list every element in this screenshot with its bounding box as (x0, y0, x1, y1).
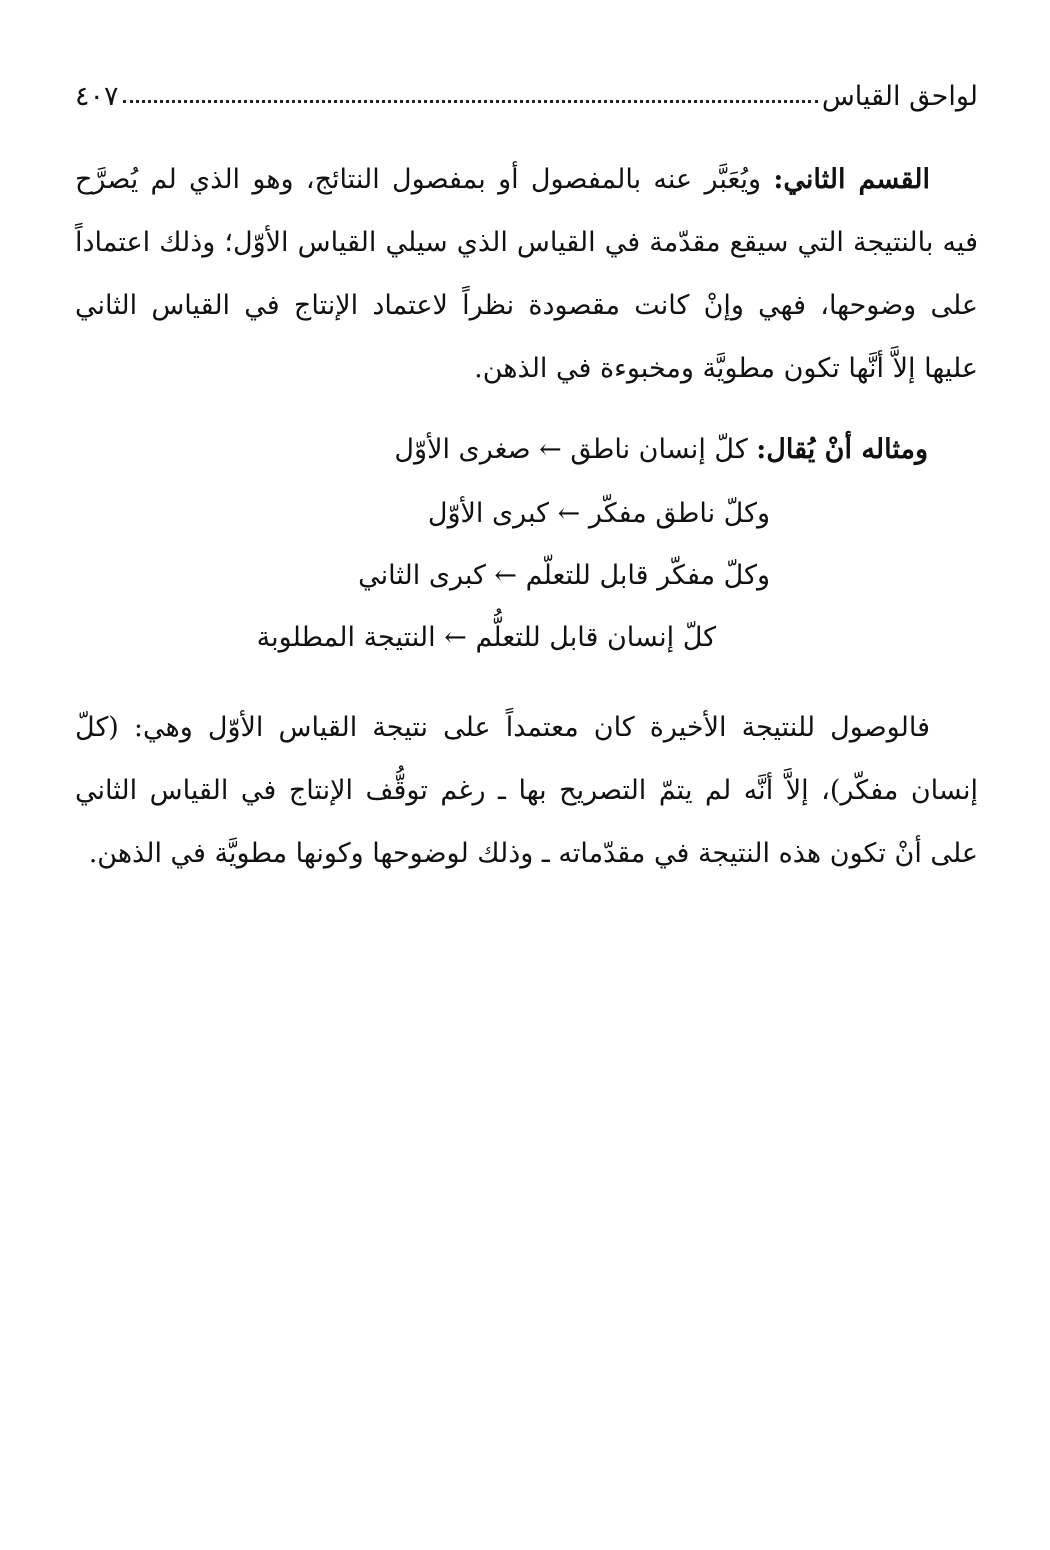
paragraph-1-body: ويُعَبَّر عنه بالمفصول أو بمفصول النتائج، وهو الذي لم يُصرَّح فيه بالنتيجة التي سيقع مقدّمة في القياس الذي سيلي القياس الأوّل؛ وذلك اعتماداً على وضوحها، فهي وإنْ كانت مقصودة نظراً لاعتماد الإنتاج في القياس الثاني عليها إلاَّ أنَّها تكون مطويَّة ومخبوءة في الذهن. (75, 164, 978, 384)
example-intro-line (394, 418, 928, 481)
paragraph-conclusion (75, 696, 978, 885)
paragraph-section-two (75, 148, 978, 400)
page-number: ٤٠٧ (75, 81, 119, 112)
example-premise-1: كلّ إنسان ناطق ← صغرى الأوّل (394, 434, 757, 465)
example-premise-3: وكلّ مفكّر قابل للتعلّم ← كبرى الثاني (358, 560, 770, 591)
example-premise-2: وكلّ ناطق مفكّر ← كبرى الأوّل (427, 498, 770, 529)
section-heading: القسم الثاني: (773, 164, 930, 195)
running-header (75, 62, 978, 112)
paragraph-2-body: فالوصول للنتيجة الأخيرة كان معتمداً على نتيجة القياس الأوّل وهي: (كلّ إنسان مفكّر)، إلاَّ أنَّه لم يتمّ التصريح بها ـ رغم توقُّف الإنتاج في القياس الثاني على أنْ تكون هذه النتيجة في مقدّماته ـ وذلك لوضوحها وكونها مطويَّة في الذهن. (75, 712, 978, 869)
example-label: ومثاله أنْ يُقال: (756, 434, 928, 465)
dotted-leader (123, 100, 818, 103)
example-conclusion: كلّ إنسان قابل للتعلُّم ← النتيجة المطلوبة (256, 622, 716, 653)
running-title: لواحق القياس (821, 81, 978, 112)
